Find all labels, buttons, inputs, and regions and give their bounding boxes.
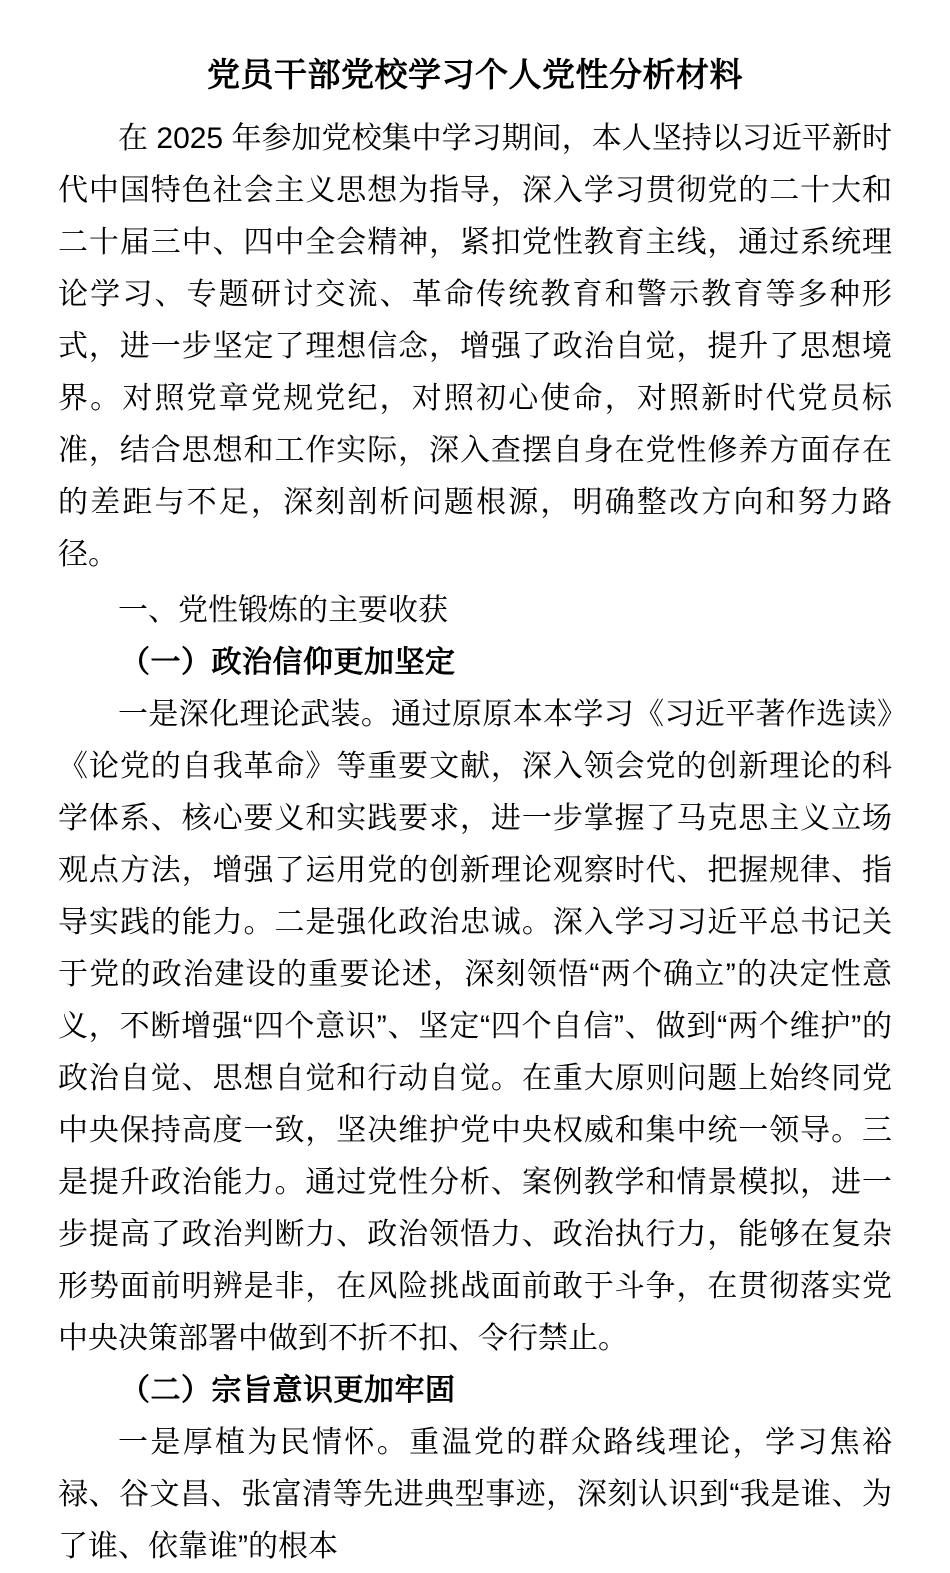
subsection-heading-one-one: （一）政治信仰更加坚定 [120,646,456,679]
body-paragraph-one-two: 一是厚植为民情怀。重温党的群众路线理论，学习焦裕禄、谷文昌、张富清等先进典型事迹，深刻认识到“我是谁、为了谁、依靠谁”的根本 [58,1426,892,1563]
section-heading-one: 一、党性锻炼的主要收获 [118,594,448,627]
body-paragraph-one-one: 一是深化理论武装。通过原原本本学习《习近平著作选读》《论党的自我革命》等重要文献，深入领会党的创新理论的科学体系、核心要义和实践要求，进一步掌握了马克思主义立场观点方法，增强了运用党的创新理论观察时代、把握规律、指导实践的能力。二是强化政治忠诚。深入学习习近平总书记关于党的政治建设的重要论述，深刻领悟“两个确立”的决定性意义，不断增强“四个意识”、坚定“四个自信”、做到“两个维护”的政治自觉、思想自觉和行动自觉。在重大原则问题上始终同党中央保持高度一致，坚决维护党中央权威和集中统一领导。三是提升政治能力。通过党性分析、案例教学和情景模拟，进一步提高了政治判断力、政治领悟力、政治执行力，能够在复杂形势面前明辨是非，在风险挑战面前敢于斗争，在贯彻落实党中央决策部署中做到不折不扣、令行禁止。 [58,698,892,1355]
document-body [58,0,892,1573]
subsection-heading-one-two: （二）宗旨意识更加牢固 [120,1374,456,1407]
page-title: 党员干部党校学习个人党性分析材料 [207,56,743,93]
opening-paragraph: 在 2025 年参加党校集中学习期间，本人坚持以习近平新时代中国特色社会主义思想为指导，深入学习贯彻党的二十大和二十届三中、四中全会精神，紧扣党性教育主线，通过系统理论学习、专题研讨交流、革命传统教育和警示教育等多种形式，进一步坚定了理想信念，增强了政治自觉，提升了思想境界。对照党章党规党纪，对照初心使命，对照新时代党员标准，结合思想和工作实际，深入查摆自身在党性修养方面存在的差距与不足，深刻剖析问题根源，明确整改方向和努力路径。 [58,122,892,571]
